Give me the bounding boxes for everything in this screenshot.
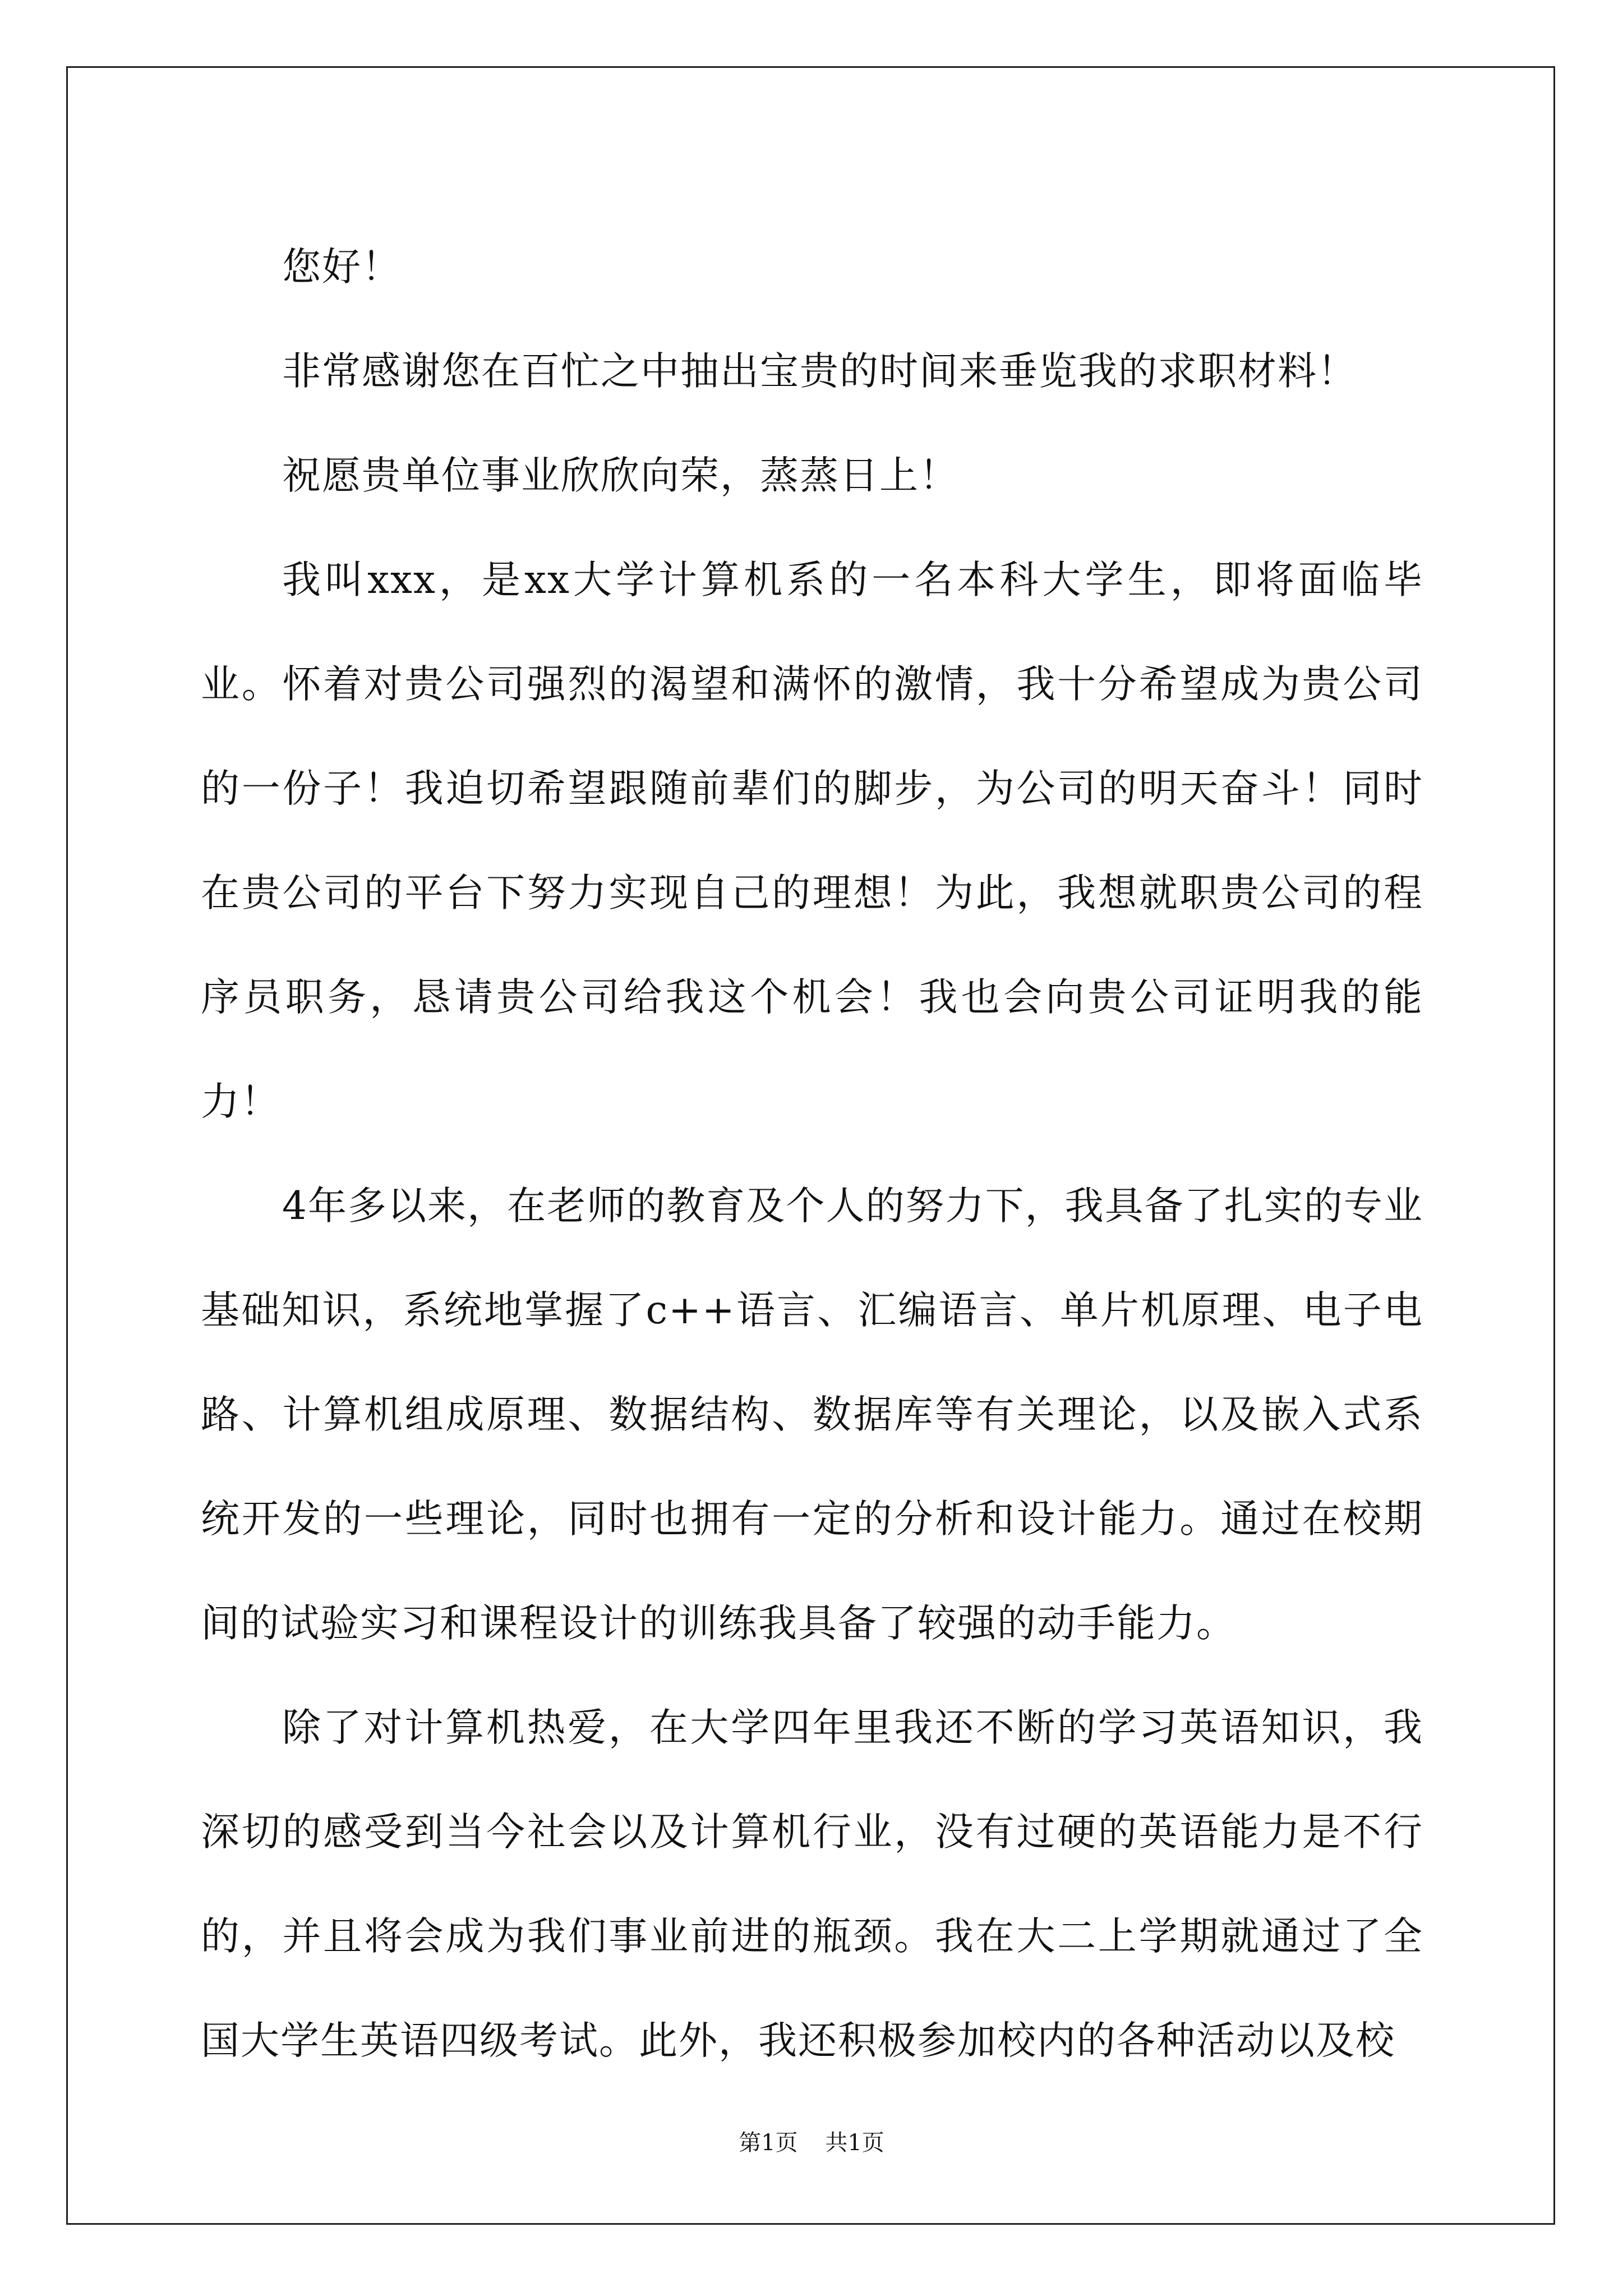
- page-footer: [0, 2126, 1623, 2160]
- thanks-paragraph: 非常感谢您在百忙之中抽出宝贵的时间来垂览我的求职材料！: [282, 349, 1357, 394]
- skills-paragraph: 4年多以来，在老师的教育及个人的努力下，我具备了扎实的专业基础知识，系统地掌握了c++语言、汇编语言、单片机原理、电子电路、计算机组成原理、数据结构、数据库等有关理论，以及嵌入式系统开发的一些理论，同时也拥有一定的分析和设计能力。通过在校期间的试验实习和课程设计的训练我具备了较强的动手能力。: [201, 1184, 1423, 1646]
- page-total: 共1页: [825, 2130, 884, 2156]
- greeting-paragraph: 您好！: [282, 245, 402, 289]
- page-number: 第1页: [739, 2130, 798, 2156]
- english-paragraph: 除了对计算机热爱，在大学四年里我还不断的学习英语知识，我深切的感受到当今社会以及计算机行业，没有过硬的英语能力是不行的，并且将会成为我们事业前进的瓶颈。我在大二上学期就通过了全国大学生英语四级考试。此外，我还积极参加校内的各种活动以及校: [201, 1705, 1423, 2063]
- letter-body: [201, 215, 1423, 2093]
- introduction-paragraph: 我叫xxx，是xx大学计算机系的一名本科大学生，即将面临毕业。怀着对贵公司强烈的渴望和满怀的激情，我十分希望成为贵公司的一份子！我迫切希望跟随前辈们的脚步，为公司的明天奋斗！同时在贵公司的平台下努力实现自己的理想！为此，我想就职贵公司的程序员职务，恳请贵公司给我这个机会！我也会向贵公司证明我的能力！: [201, 558, 1423, 1124]
- wishes-paragraph: 祝愿贵单位事业欣欣向荣，蒸蒸日上！: [282, 453, 959, 498]
